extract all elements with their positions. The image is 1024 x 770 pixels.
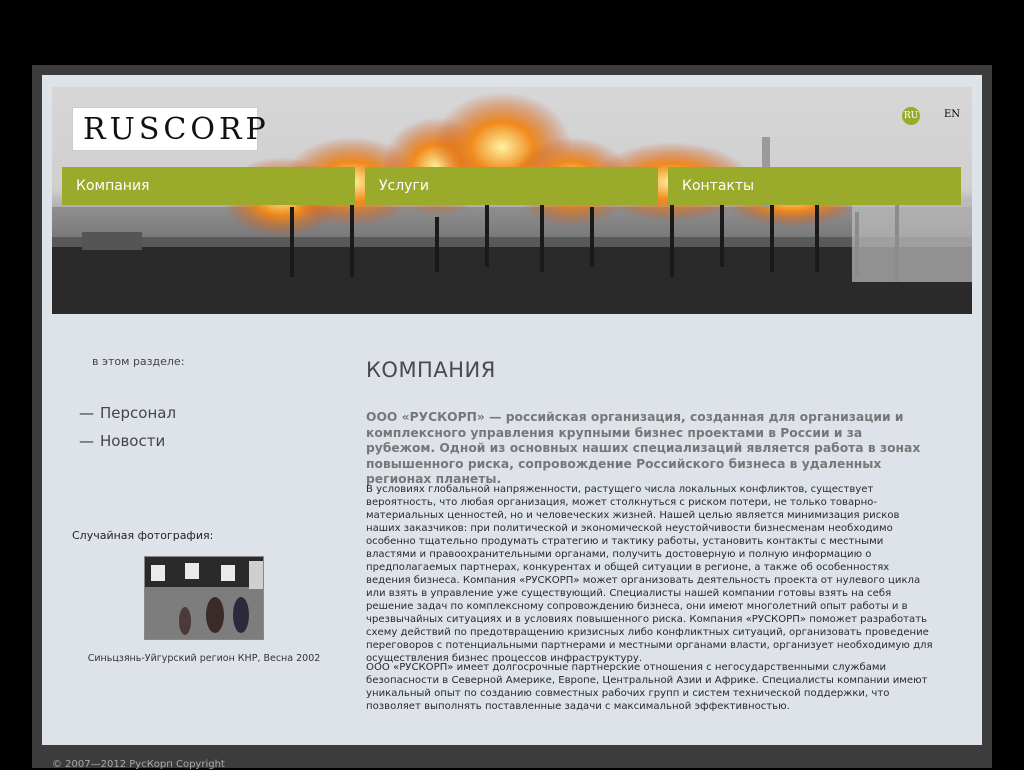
lang-ru-button[interactable]: RU: [902, 107, 920, 125]
body-paragraph-2: ООО «РУСКОРП» имеет долгосрочные партнерские отношения с негосударственными службами безопасности в Северной Америке, Европе, Центральной Азии и Африке. Специалисты компании имеют уникальный опыт по созданию совместных рабочих групп и систем технической поддержки, что позволяет выполнять поставленные задачи с максимальной эффективностью.: [366, 662, 928, 712]
page-title: КОМПАНИЯ: [366, 358, 496, 382]
sidebar-item-label: Персонал: [100, 404, 177, 422]
sidebar-item-news[interactable]: [79, 432, 165, 450]
body-paragraph-1: В условиях глобальной напряженности, растущего числа локальных конфликтов, существует вероятность, что любая организация, может столкнуться с риском потери, не только товарно-материальных ценностей, но и человеческих жизней. Нашей целью является минимизация рисков наших заказчиков: при политической и экономической неустойчивости бизнесменам необходимо особенно тщательно продумать стратегию и тактику работы, установить контакты с местными властями и правоохранительными органами, получить достоверную и полную информацию о предполагаемых партнерах, конкурентах и общей ситуации в регионе, а также об особенностях ведения бизнеса. Компания «РУСКОРП» может организовать деятельность проекта от нулевого цикла или взять в управление уже существующий. Специалисты нашей компании готовы взять на себя решение задач по комплексному сопровождению бизнеса, они имеют многолетний опыт работы и в чрезвычайных ситуациях и в условиях повышенного риска. Компания «РУСКОРП» поможет разработать схему действий по предотвращению кризисных либо конфликтных ситуаций, организовать проведение переговоров с потенциальными партнерами и местными органами власти, организует необходимую для осуществления бизнес процессов инфраструктуру.: [366, 484, 933, 664]
footer-copyright: © 2007—2012 РусКорп Copyright: [52, 759, 225, 770]
dash-icon: —: [79, 432, 94, 450]
dash-icon: —: [79, 404, 94, 422]
logo[interactable]: RUSCORP: [72, 107, 258, 151]
nav-item-services[interactable]: Услуги: [365, 167, 658, 205]
page-frame: [32, 65, 992, 768]
sidebar-item-staff[interactable]: [79, 404, 176, 422]
nav-item-contacts[interactable]: Контакты: [668, 167, 961, 205]
random-photo[interactable]: [144, 556, 264, 640]
lead-paragraph: ООО «РУСКОРП» — российская организация, созданная для организации и комплексного управления крупными бизнес проектами в России и за рубежом. Одной из основных наших специализаций является работа в зонах повышенного риска, сопровождение Российского бизнеса в удаленных регионах планеты.: [366, 410, 921, 486]
lang-en-link[interactable]: EN: [943, 109, 960, 120]
photo-caption: Синьцзянь-Уйгурский регион КНР, Весна 2002: [87, 653, 321, 664]
page-content: [42, 75, 982, 745]
sidebar-item-label: Новости: [100, 432, 166, 450]
nav-item-company[interactable]: Компания: [62, 167, 355, 205]
section-label: в этом разделе:: [92, 355, 185, 368]
header-banner: [52, 87, 972, 314]
random-photo-label: Случайная фотография:: [72, 529, 214, 542]
